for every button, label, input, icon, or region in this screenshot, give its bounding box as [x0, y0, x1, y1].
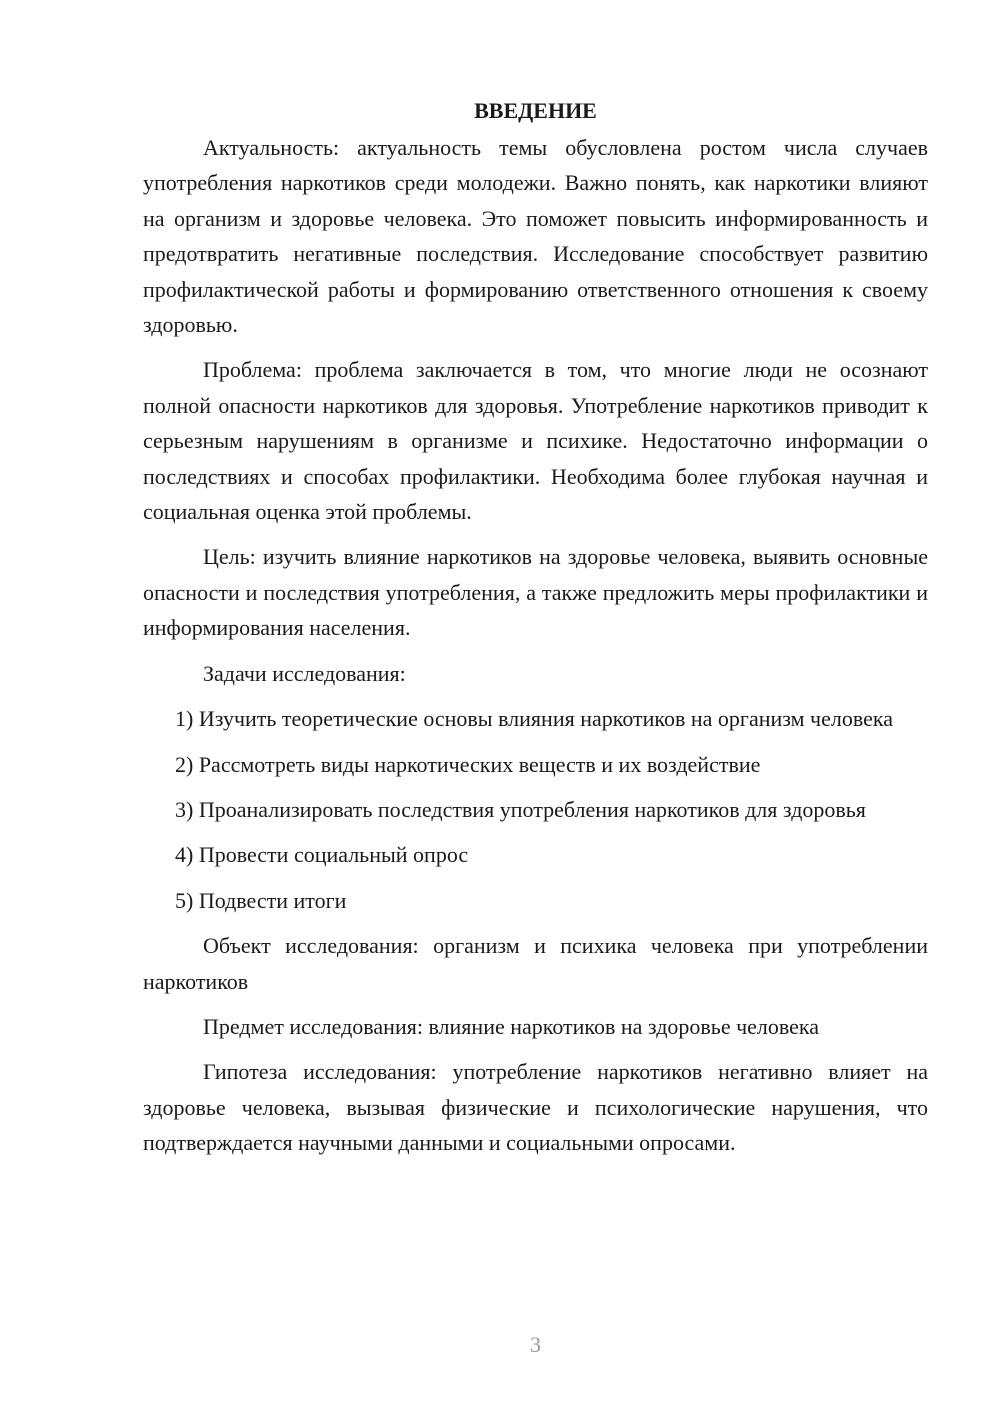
section-title: ВВЕДЕНИЕ	[474, 98, 597, 123]
object-paragraph: Объект исследования: организм и психика человека при употреблении наркотиков	[143, 933, 928, 994]
subject-paragraph: Предмет исследования: влияние наркотиков на здоровье человека	[203, 1013, 820, 1039]
list-item: 1) Изучить теоретические основы влияния наркотиков на организм человека	[175, 706, 894, 732]
list-item: 4) Провести социальный опрос	[175, 842, 469, 868]
list-item: 3) Проанализировать последствия употребления наркотиков для здоровья	[175, 796, 866, 822]
tasks-heading: Задачи исследования:	[203, 660, 406, 686]
relevance-paragraph: Актуальность: актуальность темы обусловлена ростом числа случаев употребления наркотиков среди молодежи. Важно понять, как наркотики влияют на организм и здоровье человека. Это поможет повысить информированность и предотвратить негативные последствия. Исследование способствует развитию профилактической работы и формированию ответственного отношения к своему здоровью.	[143, 135, 928, 338]
tasks-list	[143, 701, 928, 918]
hypothesis-paragraph: Гипотеза исследования: употребление наркотиков негативно влияет на здоровье человека, вызывая физические и психологические нарушения, что подтверждается научными данными и социальными опросами.	[143, 1059, 928, 1156]
problem-paragraph: Проблема: проблема заключается в том, что многие люди не осознают полной опасности наркотиков для здоровья. Употребление наркотиков приводит к серьезным нарушениям в организме и психике. Недостаточно информации о последствиях и способах профилактики. Необходима более глубокая научная и социальная оценка этой проблемы.	[143, 357, 928, 525]
goal-paragraph: Цель: изучить влияние наркотиков на здоровье человека, выявить основные опасности и последствия употребления, а также предложить меры профилактики и информирования населения.	[143, 544, 928, 641]
list-item: 2) Рассмотреть виды наркотических веществ и их воздействие	[175, 751, 761, 777]
page-number: 3	[530, 1332, 541, 1357]
list-item: 5) Подвести итоги	[175, 887, 347, 913]
